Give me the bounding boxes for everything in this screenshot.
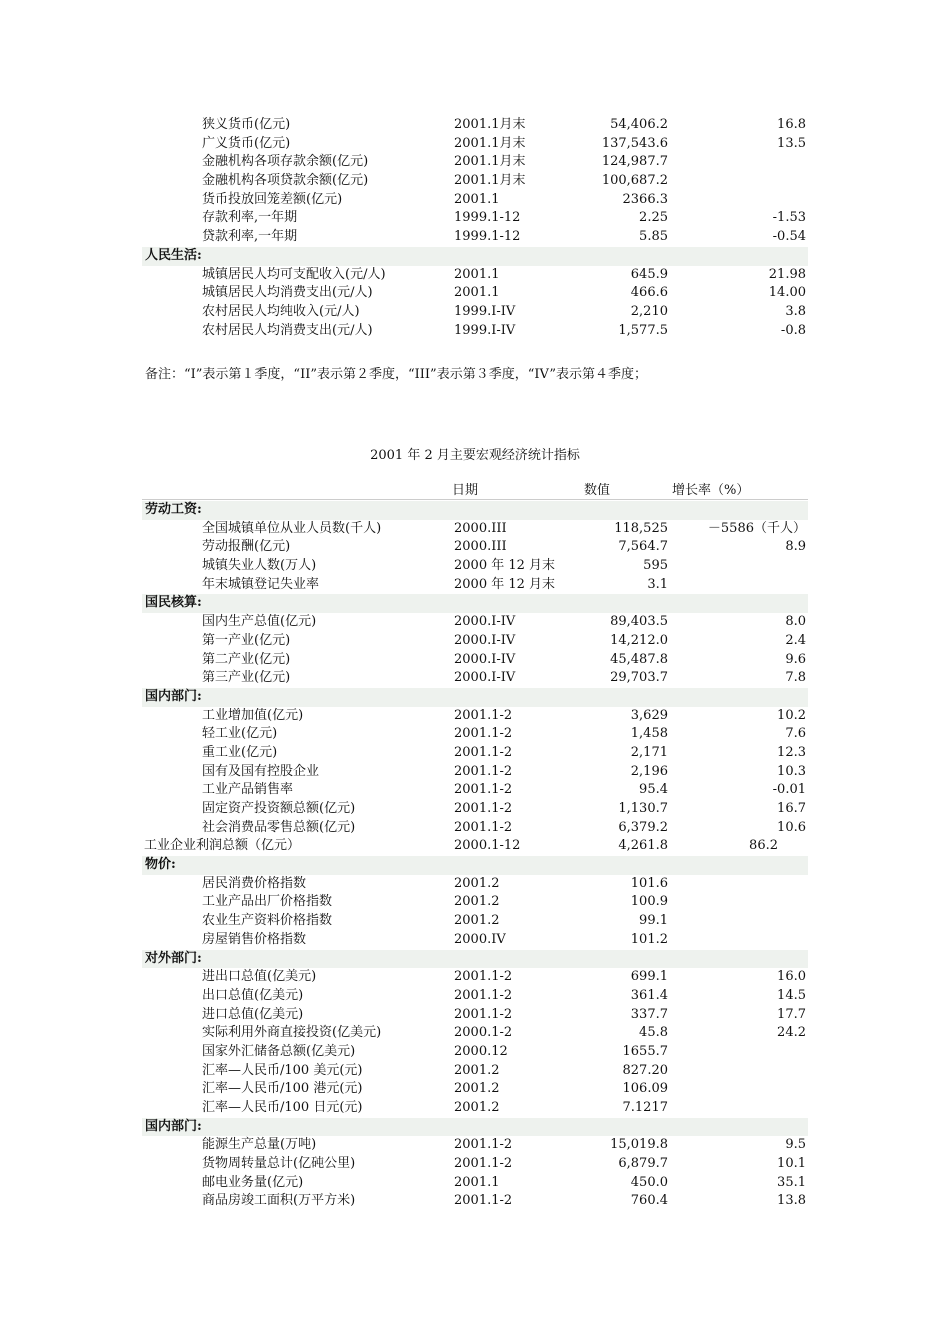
section-header (142, 247, 808, 266)
table-row (142, 912, 808, 931)
cell-name: 城镇居民人均可支配收入(元/人) (202, 266, 386, 282)
table-row (142, 135, 808, 154)
cell-date: 2001.2 (454, 1081, 500, 1097)
table-row (142, 875, 808, 894)
column-date: 日期 (452, 483, 479, 498)
cell-date: 2000.I-IV (454, 614, 516, 630)
cell-growth: 8.0 (785, 614, 806, 630)
table-row (142, 1043, 808, 1062)
cell-name: 进口总值(亿美元) (202, 1006, 304, 1022)
cell-growth: 17.7 (777, 1006, 806, 1022)
cell-name: 人民生活: (145, 247, 202, 263)
table-row (142, 744, 808, 763)
cell-name: 全国城镇单位从业人员数(千人) (202, 520, 382, 536)
cell-value: 54,406.2 (610, 117, 668, 132)
table-row (142, 266, 808, 285)
table-row (142, 322, 808, 341)
cell-value: 3.1 (647, 576, 668, 592)
cell-date: 2001.1-2 (454, 1137, 513, 1153)
cell-value: 645.9 (630, 266, 668, 282)
cell-value: 6,379.2 (618, 819, 668, 835)
cell-date: 2000.I-IV (454, 651, 516, 667)
cell-value: 118,525 (614, 520, 668, 536)
cell-growth: 12.3 (777, 744, 806, 760)
cell-date: 2000 年 12 月末 (454, 558, 556, 574)
cell-date: 2001.1 (454, 191, 500, 207)
cell-name: 物价: (145, 857, 176, 873)
section-header (142, 594, 808, 613)
cell-date: 2001.1-2 (454, 763, 513, 779)
cell-date: 2001.1-2 (454, 1156, 513, 1172)
cell-name: 社会消费品零售总额(亿元) (202, 819, 356, 835)
cell-value: 760.4 (630, 1193, 668, 1209)
table-row (142, 707, 808, 726)
cell-date: 2001.2 (454, 1100, 500, 1115)
cell-name: 能源生产总量(万吨) (202, 1137, 317, 1153)
cell-growth: -1.53 (772, 210, 806, 226)
cell-value: 106.09 (622, 1081, 668, 1097)
cell-date: 2001.2 (454, 913, 500, 929)
cell-name: 金融机构各项存款余额(亿元) (202, 154, 369, 170)
cell-value: 100.9 (630, 894, 668, 910)
cell-value: 45,487.8 (610, 651, 668, 667)
table-row (142, 1136, 808, 1155)
cell-growth: 16.8 (777, 117, 806, 132)
cell-value: 7.1217 (622, 1100, 668, 1115)
table-row (142, 1080, 808, 1099)
cell-value: 1655.7 (622, 1043, 668, 1059)
cell-date: 2001.1-2 (454, 819, 513, 835)
cell-name: 第一产业(亿元) (202, 632, 291, 648)
cell-date: 2001.1-2 (454, 707, 513, 723)
cell-name: 城镇失业人数(万人) (202, 558, 317, 574)
cell-date: 2001.1 (454, 266, 500, 282)
cell-date: 2001.1-2 (454, 987, 513, 1003)
cell-date: 2001.1 (454, 1174, 500, 1190)
table-row (142, 557, 808, 576)
cell-growth: 9.6 (785, 651, 806, 667)
cell-date: 2001.2 (454, 875, 500, 891)
cell-name: 固定资产投资额总额(亿元) (202, 801, 356, 816)
table-row (142, 1155, 808, 1174)
table-row (142, 893, 808, 912)
cell-value: 100,687.2 (601, 173, 668, 189)
cell-name: 城镇居民人均消费支出(元/人) (202, 285, 373, 301)
cell-date: 2000.III (454, 539, 507, 555)
cell-name: 出口总值(亿美元) (202, 987, 304, 1003)
cell-value: 2.25 (639, 210, 668, 226)
cell-value: 361.4 (630, 987, 668, 1003)
cell-name: 轻工业(亿元) (202, 726, 278, 742)
cell-growth: 2.4 (785, 632, 806, 648)
table-part1 (142, 116, 808, 340)
table-row (142, 669, 808, 688)
table-row (142, 191, 808, 210)
cell-value: 2,196 (630, 763, 668, 779)
cell-date: 2000.IV (454, 931, 506, 947)
table-row (142, 1174, 808, 1193)
cell-date: 2000.I-IV (454, 670, 516, 686)
cell-growth: 35.1 (777, 1174, 806, 1190)
cell-name: 国有及国有控股企业 (202, 763, 320, 779)
cell-name: 贷款利率,一年期 (202, 229, 298, 245)
cell-name: 房屋销售价格指数 (202, 931, 307, 947)
table-row (142, 209, 808, 228)
cell-value: 15,019.8 (610, 1137, 668, 1153)
cell-name: 重工业(亿元) (202, 744, 278, 760)
cell-growth: 13.8 (777, 1193, 806, 1209)
cell-growth: 10.6 (777, 819, 806, 835)
cell-date: 2001.1 (454, 285, 500, 301)
cell-date: 2001.1-2 (454, 801, 513, 816)
table-row (142, 632, 808, 651)
cell-growth: 10.3 (777, 763, 806, 779)
cell-growth: 16.7 (777, 801, 806, 816)
cell-value: 1,130.7 (618, 801, 668, 816)
cell-name: 第三产业(亿元) (202, 670, 291, 686)
table-row (142, 1192, 808, 1211)
cell-name: 第二产业(亿元) (202, 651, 291, 667)
cell-name: 农村居民人均纯收入(元/人) (202, 303, 360, 319)
cell-date: 2000.III (454, 520, 507, 536)
column-growth: 增长率（%） (672, 483, 750, 498)
cell-name: 货物周转量总计(亿砘公里) (202, 1156, 356, 1172)
cell-name: 金融机构各项贷款余额(亿元) (202, 173, 369, 189)
cell-date: 1999.I-IV (454, 303, 516, 319)
cell-growth: －5586（千人） (707, 520, 806, 536)
cell-value: 595 (643, 558, 668, 574)
cell-value: 124,987.7 (601, 154, 668, 170)
cell-date: 2001.1-2 (454, 782, 513, 798)
table-row (142, 1062, 808, 1081)
cell-name: 进出口总值(亿美元) (202, 969, 317, 985)
cell-name: 汇率—人民币/100 日元(元) (202, 1100, 363, 1115)
cell-value: 2,210 (630, 303, 668, 319)
cell-growth: 14.5 (777, 987, 806, 1003)
cell-name: 对外部门: (145, 950, 202, 966)
table-row (142, 228, 808, 247)
cell-growth: 7.6 (785, 726, 806, 742)
cell-growth: 13.5 (777, 135, 806, 151)
table-row (142, 763, 808, 782)
cell-date: 1999.I-IV (454, 322, 516, 338)
table-row (142, 1006, 808, 1025)
cell-name: 实际利用外商直接投资(亿美元) (202, 1025, 382, 1041)
cell-growth: 8.9 (785, 539, 806, 555)
table-row (142, 800, 808, 819)
cell-value: 101.6 (630, 875, 668, 891)
cell-value: 2,171 (630, 744, 668, 760)
cell-date: 2001.1月末 (454, 154, 526, 170)
cell-date: 2001.1-2 (454, 1193, 513, 1209)
cell-name: 工业产品销售率 (202, 782, 294, 798)
cell-name: 邮电业务量(亿元) (202, 1174, 304, 1190)
cell-value: 337.7 (630, 1006, 668, 1022)
cell-value: 827.20 (622, 1062, 668, 1078)
cell-date: 2001.1月末 (454, 173, 526, 189)
cell-growth: -0.54 (772, 229, 806, 245)
cell-date: 2001.1月末 (454, 117, 526, 132)
cell-date: 2001.1-2 (454, 969, 513, 985)
cell-name: 狭义货币(亿元) (202, 117, 291, 132)
table-row (142, 153, 808, 172)
cell-name: 国内生产总值(亿元) (202, 614, 317, 630)
table-row (142, 284, 808, 303)
cell-value: 1,577.5 (618, 322, 668, 338)
cell-date: 2000.12 (454, 1043, 508, 1059)
table-row (142, 116, 808, 135)
cell-value: 466.6 (630, 285, 668, 301)
cell-name: 广义货币(亿元) (202, 135, 291, 151)
table-row (142, 987, 808, 1006)
cell-date: 1999.1-12 (454, 229, 521, 245)
cell-name: 国家外汇储备总额(亿美元) (202, 1043, 356, 1059)
cell-date: 2001.1月末 (454, 135, 526, 151)
column-value: 数值 (584, 483, 611, 498)
table-row (142, 837, 808, 856)
cell-growth: 86.2 (749, 838, 778, 854)
cell-name: 农村居民人均消费支出(元/人) (202, 322, 373, 338)
cell-growth: 10.2 (777, 707, 806, 723)
cell-date: 2001.1-2 (454, 1006, 513, 1022)
cell-growth: -0.01 (772, 782, 806, 798)
table-row (142, 819, 808, 838)
cell-date: 1999.1-12 (454, 210, 521, 226)
cell-name: 汇率—人民币/100 美元(元) (202, 1062, 363, 1078)
cell-name: 劳动工资: (145, 502, 202, 517)
table-row (142, 725, 808, 744)
cell-value: 6,879.7 (618, 1156, 668, 1172)
cell-value: 5.85 (639, 229, 668, 245)
cell-name: 国内部门: (145, 688, 202, 704)
cell-growth: 9.5 (785, 1137, 806, 1153)
table-row (142, 968, 808, 987)
cell-date: 2000 年 12 月末 (454, 576, 556, 592)
cell-date: 2001.1-2 (454, 744, 513, 760)
section-header (142, 688, 808, 707)
cell-growth: 21.98 (768, 266, 806, 282)
cell-value: 1,458 (630, 726, 668, 742)
cell-name: 工业产品出厂价格指数 (202, 894, 333, 910)
cell-value: 450.0 (630, 1174, 668, 1190)
cell-value: 101.2 (630, 931, 668, 947)
cell-value: 699.1 (630, 969, 668, 985)
cell-value: 89,403.5 (610, 614, 668, 630)
cell-growth: 7.8 (785, 670, 806, 686)
cell-value: 3,629 (630, 707, 668, 723)
page-title: 2001 年 2 月主要宏观经济统计指标 (370, 448, 580, 463)
cell-name: 汇率—人民币/100 港元(元) (202, 1081, 363, 1097)
table-row (142, 520, 808, 539)
table-row (142, 303, 808, 322)
cell-growth: 14.00 (768, 285, 806, 301)
table-row (142, 576, 808, 595)
cell-value: 45.8 (639, 1025, 668, 1041)
cell-name: 工业增加值(亿元) (202, 707, 304, 723)
cell-value: 2366.3 (622, 191, 668, 207)
cell-date: 2001.2 (454, 1062, 500, 1078)
cell-name: 国民核算: (145, 595, 202, 611)
cell-name: 货币投放回笼差额(亿元) (202, 191, 343, 207)
footnote: 备注：“I”表示第１季度，“II”表示第２季度，“III”表示第３季度，“IV”表示第４季度； (145, 367, 647, 382)
table-row (142, 613, 808, 632)
cell-value: 29,703.7 (610, 670, 668, 686)
cell-value: 7,564.7 (618, 539, 668, 555)
cell-date: 2000.1-12 (454, 838, 521, 854)
cell-name: 居民消费价格指数 (202, 875, 307, 891)
table-row (142, 1024, 808, 1043)
cell-value: 95.4 (639, 782, 668, 798)
cell-date: 2001.1-2 (454, 726, 513, 742)
section-header (142, 501, 808, 520)
table-row (142, 781, 808, 800)
table-row (142, 538, 808, 557)
cell-name: 年末城镇登记失业率 (202, 576, 320, 592)
section-header (142, 1118, 808, 1137)
cell-growth: -0.8 (780, 322, 806, 338)
cell-value: 99.1 (639, 913, 668, 929)
cell-value: 137,543.6 (601, 135, 668, 151)
cell-date: 2000.1-2 (454, 1025, 513, 1041)
cell-name: 商品房竣工面积(万平方米) (202, 1193, 356, 1209)
section-header (142, 950, 808, 969)
table-part2 (142, 501, 808, 1211)
cell-date: 2000.I-IV (454, 632, 516, 648)
cell-growth: 24.2 (777, 1025, 806, 1041)
section-header (142, 856, 808, 875)
cell-value: 14,212.0 (610, 632, 668, 648)
cell-name: 农业生产资料价格指数 (202, 913, 333, 929)
cell-name: 国内部门: (145, 1118, 202, 1134)
table-row (142, 1099, 808, 1118)
cell-growth: 10.1 (777, 1156, 806, 1172)
table-row (142, 651, 808, 670)
table-row (142, 172, 808, 191)
cell-value: 4,261.8 (618, 838, 668, 854)
table-row (142, 931, 808, 950)
cell-name: 工业企业利润总额（亿元） (144, 838, 301, 854)
cell-growth: 3.8 (785, 303, 806, 319)
cell-date: 2001.2 (454, 894, 500, 910)
cell-name: 劳动报酬(亿元) (202, 539, 291, 555)
cell-growth: 16.0 (777, 969, 806, 985)
column-header (142, 482, 808, 500)
cell-name: 存款利率,一年期 (202, 210, 298, 226)
header-rule (142, 499, 808, 500)
